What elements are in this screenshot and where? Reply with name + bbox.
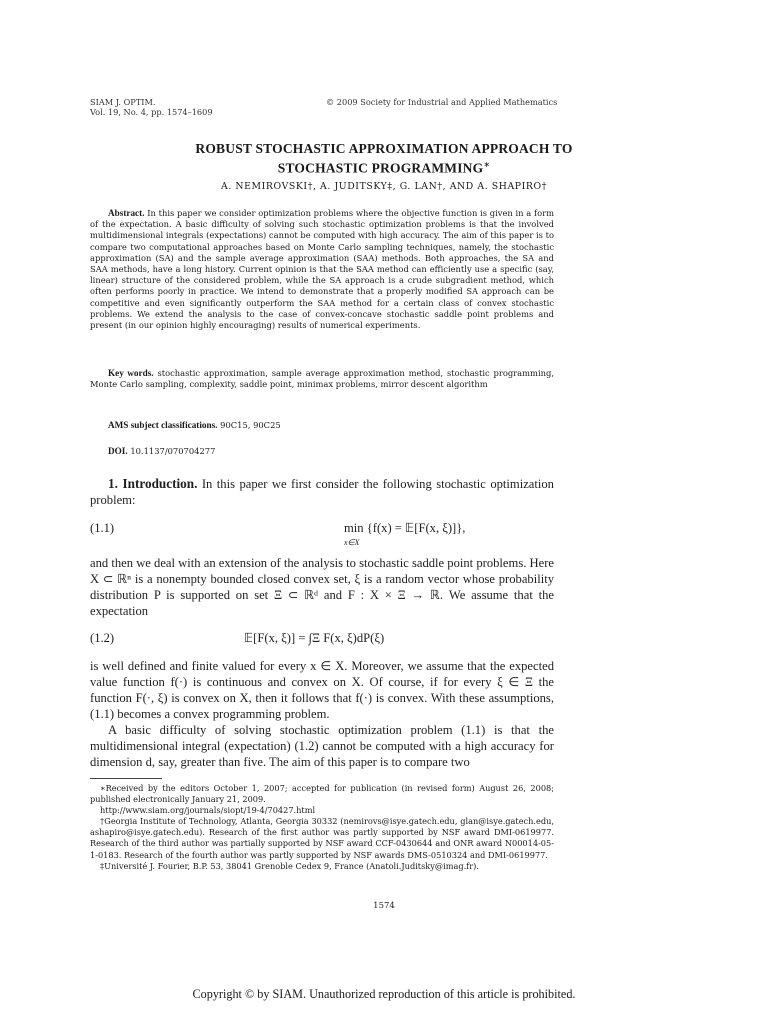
equation-body: 𝔼[F(x, ξ)] = ∫Ξ F(x, ξ)dP(ξ) [244, 631, 385, 645]
title-line-2: STOCHASTIC PROGRAMMING∗ [277, 160, 491, 176]
footnote: ∗Received by the editors October 1, 2007; accepted for publication (in revised form) August 26, 2008; published electronically January 21, 2009. [90, 783, 554, 805]
journal-info [90, 97, 213, 117]
journal-name: SIAM J. OPTIM. [90, 97, 156, 107]
equation-1-2 [90, 628, 554, 648]
page-number: 1574 [373, 901, 395, 911]
ams-text: 90C15, 90C25 [220, 420, 281, 430]
journal-volume: Vol. 19, No. 4, pp. 1574–1609 [90, 107, 213, 117]
author-list: A. NEMIROVSKI†, A. JUDITSKY‡, G. LAN†, AND A. SHAPIRO† [221, 181, 547, 192]
footnote: ‡Université J. Fourier, B.P. 53, 38041 Grenoble Cedex 9, France (Anatoli.Juditsky@imag.fr). [100, 860, 479, 871]
footnote: †Georgia Institute of Technology, Atlanta, Georgia 30332 (nemirovs@isye.gatech.edu, glan@isye.gatech.edu, ashapiro@isye.gatech.edu). Research of the first author was partly supported by NSF award DMI-0619977. Research of the third author was partially supported by NSF award CCF-0430644 and ONR award N00014-05-1-0183. Research of the fourth author was partly supported by NSF awards DMS-0510324 and DMI-0619977. [90, 816, 554, 860]
paragraph: is well defined and finite valued for every x ∈ X. Moreover, we assume that the expected value function f(·) is continuous and convex on X. Of course, if for every ξ ∈ Ξ the function F(·, ξ) is convex on X, then it follows that f(·) is convex. With these assumptions, (1.1) becomes a convex programming problem. [90, 659, 554, 721]
doi-text: 10.1137/070704277 [130, 446, 216, 456]
paragraph: A basic difficulty of solving stochastic optimization problem (1.1) is that the multidimensional integral (expectation) (1.2) cannot be computed with a high accuracy for dimension d, say, greater than five. The aim of this paper is to compare two [90, 723, 554, 769]
ams-label: AMS subject classifications. [108, 420, 218, 430]
footnote-divider [90, 778, 162, 779]
section-heading: 1. Introduction. [108, 476, 198, 491]
keywords [90, 368, 554, 390]
footer-copyright: Copyright © by SIAM. Unauthorized reproduction of this article is prohibited. [192, 987, 576, 1001]
keywords-label: Key words. [108, 368, 154, 378]
equation-body: min {f(x) = 𝔼[F(x, ξ)]}, [344, 521, 466, 535]
equation-1-1 [90, 518, 554, 548]
ams-classifications [108, 420, 281, 430]
title-footnote-mark: ∗ [483, 160, 491, 169]
header-copyright: © 2009 Society for Industrial and Applied Mathematics [326, 97, 558, 107]
keywords-text: stochastic approximation, sample average approximation method, stochastic programming, Monte Carlo sampling, complexity, saddle point, minimax problems, mirror descent algorithm [90, 368, 555, 390]
footnotes [90, 783, 554, 872]
equation-number: (1.1) [90, 521, 115, 535]
intro-text: In this paper we first consider the following stochastic optimization problem: [90, 477, 554, 507]
intro-paragraph [90, 476, 554, 508]
footnote-url: http://www.siam.org/journals/siopt/19-4/70427.html [100, 805, 316, 816]
title-line-1: ROBUST STOCHASTIC APPROXIMATION APPROACH TO [195, 141, 573, 156]
paragraph: and then we deal with an extension of the analysis to stochastic saddle point problems. Here X ⊂ ℝⁿ is a nonempty bounded closed convex set, ξ is a random vector whose probability distribution P is supported on set Ξ ⊂ ℝᵈ and F : X × Ξ → ℝ. We assume that the expectation [90, 556, 554, 618]
equation-subscript: x∈X [344, 538, 360, 547]
doi-label: DOI. [108, 446, 128, 456]
abstract-label: Abstract. [108, 208, 145, 218]
paper-title [90, 141, 678, 177]
abstract [90, 208, 554, 331]
doi [108, 446, 215, 456]
abstract-text: In this paper we consider optimization problems where the objective function is given in a form of the expectation. A basic difficulty of solving such stochastic optimization problems is that the involved multidimensional integrals (expectations) cannot be computed with high accuracy. The aim of this paper is to compare two computational approaches based on Monte Carlo sampling techniques, namely, the stochastic approximation (SA) and the sample average approximation (SAA) methods. Both approaches, the SA and SAA methods, have a long history. Current opinion is that the SAA method can efficiently use a specific (say, linear) structure of the considered problem, while the SA approach is a crude subgradient method, which often performs poorly in practice. We intend to demonstrate that a properly modified SA approach can be competitive and even significantly outperform the SAA method for a certain class of convex stochastic problems. We extend the analysis to the case of convex-concave stochastic saddle point problems and present (in our opinion highly encouraging) results of numerical experiments. [90, 208, 554, 331]
equation-number: (1.2) [90, 631, 115, 645]
